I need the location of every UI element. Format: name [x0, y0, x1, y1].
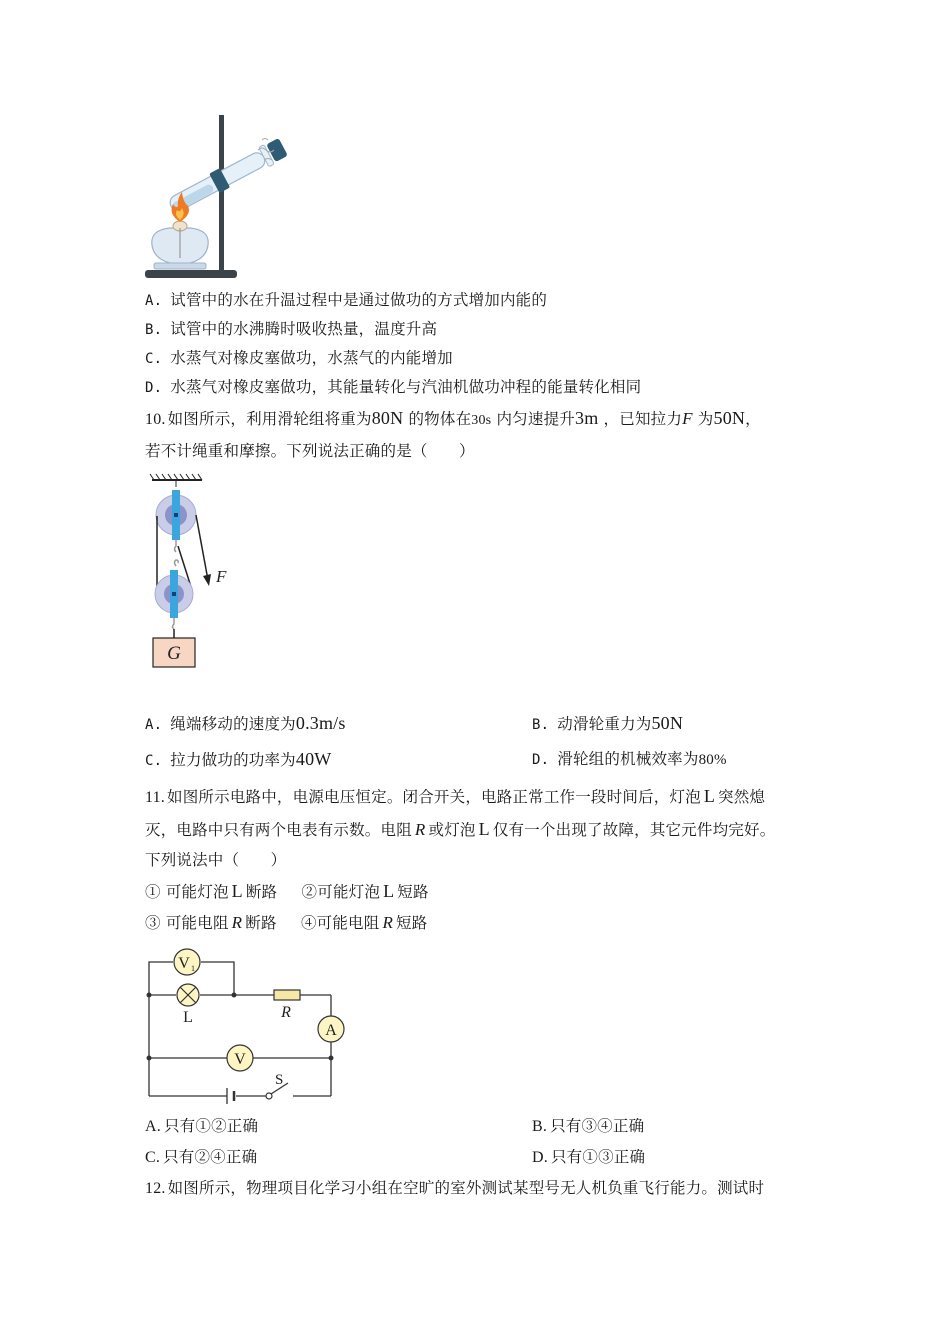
stem-text: 如图所示，利用滑轮组将重为 [167, 410, 372, 428]
statement-4: ④可能电阻 R 短路 [300, 913, 428, 932]
q10-option-b[interactable] [532, 712, 683, 736]
option-text: 试管中的水在升温过程中是通过做功的方式增加内能的 [170, 291, 548, 309]
q11-option-d[interactable] [532, 1146, 645, 1169]
switch-icon [266, 1093, 272, 1099]
option-text: 只有②④正确 [163, 1148, 258, 1166]
option-value: 80% [698, 752, 727, 768]
option-letter: C. [145, 351, 163, 367]
resistor-icon [274, 990, 300, 1000]
option-text: 动滑轮重力为 [557, 715, 652, 733]
voltmeter-label: V [234, 1051, 246, 1068]
option-letter: D. [532, 752, 550, 768]
option-letter: C. [145, 753, 163, 769]
q9-option-a[interactable] [145, 289, 547, 312]
q11-option-b[interactable] [532, 1115, 644, 1138]
stem-text: 的物体在 [408, 410, 472, 428]
force-variable: F [682, 409, 693, 428]
q10-stem-line2: 若不计绳重和摩擦。下列说法正确的是（ ） [145, 442, 475, 460]
q11-option-c[interactable] [145, 1146, 257, 1169]
option-letter: C. [145, 1149, 161, 1166]
stem-text: 仅有一个出现了故障，其它元件均完好。 [492, 821, 776, 839]
q9-option-d[interactable] [145, 376, 641, 399]
resistor-label: R [281, 1004, 291, 1021]
resistor-variable: R [414, 820, 426, 839]
option-text: 试管中的水沸腾时吸收热量，温度升高 [170, 320, 438, 338]
statement-1: ① 可能灯泡 L 断路 [145, 881, 278, 901]
option-text: 只有①②正确 [163, 1117, 259, 1135]
option-letter: A. [145, 293, 163, 309]
option-value: 0.3m/s [295, 713, 346, 733]
circuit-diagram [140, 942, 350, 1107]
load-label: G [167, 643, 181, 664]
option-text: 拉力做功的功率为 [170, 751, 296, 769]
option-text: 水蒸气对橡皮塞做功，其能量转化与汽油机做功冲程的能量转化相同 [170, 378, 642, 396]
q10-option-a[interactable] [145, 712, 346, 736]
time-value: 30s [471, 413, 492, 428]
q11-statements-row1 [145, 880, 429, 903]
statement-2: ②可能灯泡 L 短路 [301, 881, 429, 901]
force-arrow-icon [203, 574, 211, 586]
ammeter-label: A [325, 1022, 337, 1039]
option-text: 只有③④正确 [550, 1117, 645, 1135]
question-number: 11. [145, 789, 166, 806]
lamp-variable: L [478, 819, 490, 839]
q10-option-c[interactable] [145, 748, 331, 772]
stem-text: 或灯泡 [428, 821, 476, 839]
question-number: 12. [145, 1180, 166, 1197]
stem-text: 突然熄 [718, 788, 766, 806]
stand-rod [219, 115, 224, 275]
q11-stem-line3: 下列说法中（ ） [145, 851, 287, 869]
option-letter: B. [145, 322, 163, 338]
pull-rope [196, 515, 208, 580]
stem-text: 为 [697, 410, 714, 428]
v1-subscript: 1 [191, 964, 195, 973]
option-value: 50N [651, 713, 684, 733]
fixed-pulley [156, 490, 196, 540]
option-letter: B. [532, 1118, 548, 1135]
option-letter: A. [145, 717, 163, 733]
stem-text: 如图所示，物理项目化学习小组在空旷的室外测试某型号无人机负重飞行能力。测试时 [167, 1179, 765, 1197]
q11-statements-row2 [145, 912, 427, 934]
q11-option-a[interactable] [145, 1115, 258, 1138]
test-tube-heating-figure [140, 110, 300, 285]
force-label: F [216, 567, 227, 586]
option-letter: D. [532, 1149, 548, 1166]
q10-option-d[interactable] [532, 748, 727, 771]
option-text: 水蒸气对橡皮塞做功，水蒸气的内能增加 [170, 349, 453, 367]
q11-stem-line2 [145, 818, 775, 841]
stem-text: 灭，电路中只有两个电表有示数。电阻 [145, 821, 412, 839]
option-letter: B. [532, 717, 550, 733]
option-value: 40W [295, 749, 332, 769]
lamp-label: L [183, 1009, 193, 1026]
q11-stem-line1 [145, 785, 765, 809]
height-value: 3m [575, 408, 599, 428]
pulley-system-figure [140, 472, 250, 677]
q9-option-b[interactable] [145, 318, 437, 341]
circuit-wires [149, 962, 331, 1096]
q10-stem-line1 [145, 407, 761, 432]
question-number: 10. [145, 411, 166, 428]
option-text: 只有①③正确 [550, 1148, 646, 1166]
lamp-icon [177, 984, 199, 1006]
switch-label: S [275, 1072, 284, 1088]
option-text: 滑轮组的机械效率为 [557, 750, 699, 768]
stem-text: ， [745, 410, 761, 428]
lamp-variable: L [703, 786, 716, 806]
option-letter: A. [145, 1118, 161, 1135]
force-value: 50N [713, 408, 746, 428]
q9-option-c[interactable] [145, 347, 453, 370]
stem-text: ，已知拉力 [603, 410, 683, 428]
statement-3: ③ 可能电阻 R 断路 [145, 913, 277, 932]
option-letter: D. [145, 380, 163, 396]
stem-text: 如图所示电路中，电源电压恒定。闭合开关，电路正常工作一段时间后，灯泡 [167, 788, 701, 806]
q12-stem-line1 [145, 1177, 764, 1200]
stem-text: 内匀速提升 [496, 410, 575, 428]
weight-value: 80N [371, 408, 404, 428]
v1-label: V [178, 955, 190, 972]
option-text: 绳端移动的速度为 [170, 715, 296, 733]
